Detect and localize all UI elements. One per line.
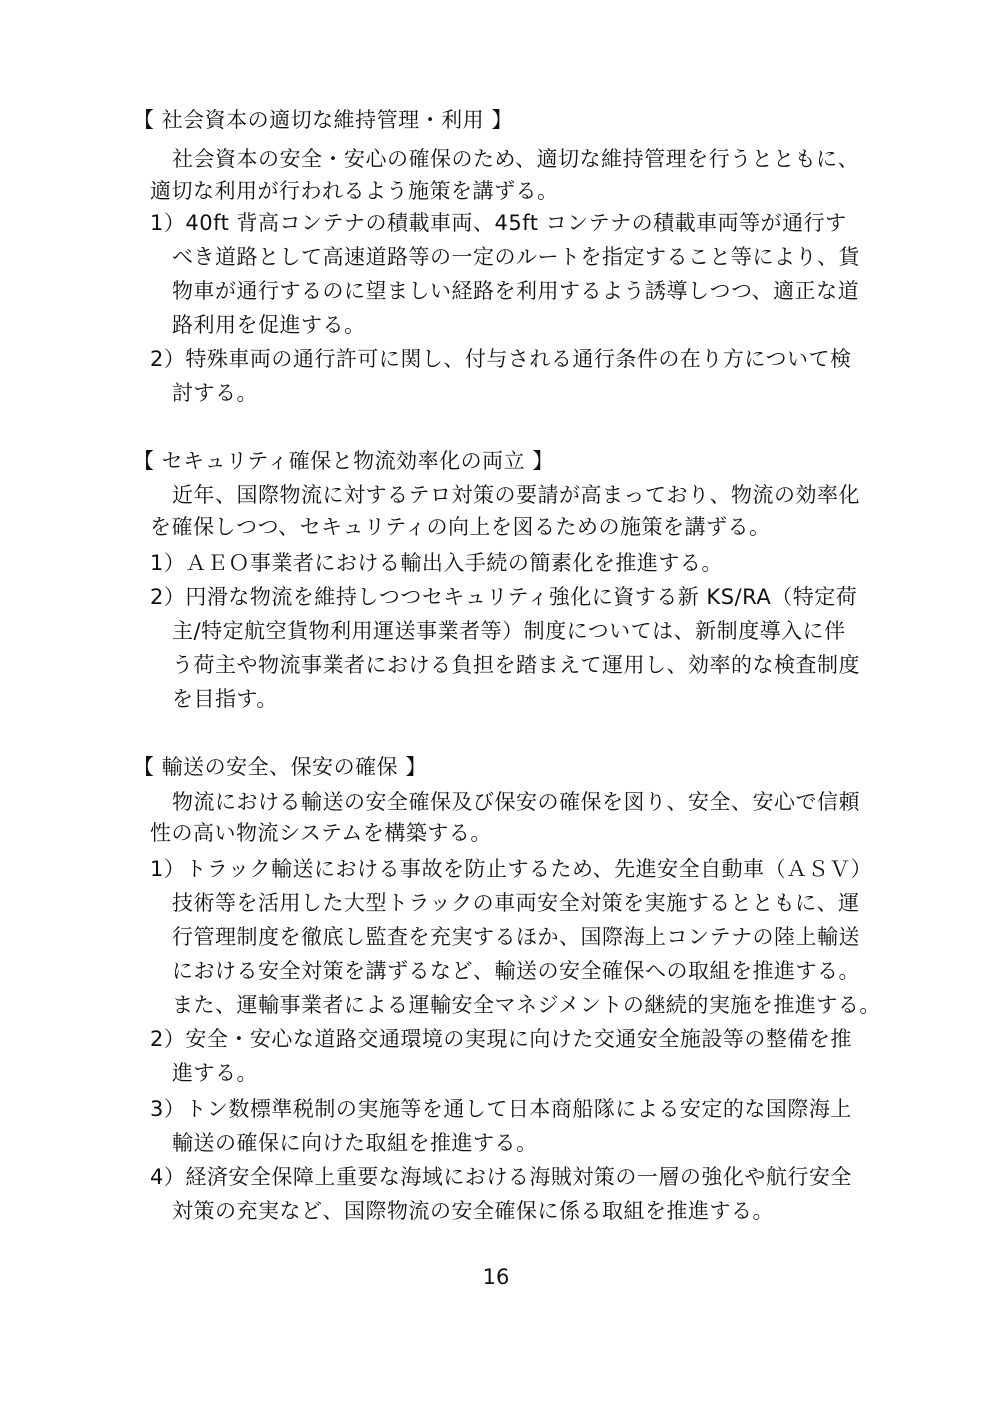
list-item-line: 3）トン数標準税制の実施等を通して日本商船隊による安定的な国際海上 xyxy=(150,1097,852,1121)
section-intro-line: 近年、国際物流に対するテロ対策の要請が高まっており、物流の効率化 xyxy=(172,483,860,507)
section-intro-line: 適切な利用が行われるよう施策を講ずる。 xyxy=(150,179,559,203)
list-item-line: 技術等を活用した大型トラックの車両安全対策を実施するとともに、運 xyxy=(172,891,860,915)
section-intro-line: 物流における輸送の安全確保及び保安の確保を図り、安全、安心で信頼 xyxy=(172,790,860,814)
list-item-line: また、運輸事業者による運輸安全マネジメントの継続的実施を推進する。 xyxy=(172,993,881,1017)
list-item-line: 1）ＡＥＯ事業者における輸出入手続の簡素化を推進する。 xyxy=(150,551,723,575)
list-item-line: 主/特定航空貨物利用運送事業者等）制度については、新制度導入に伴 xyxy=(172,619,846,643)
list-item-line: 輸送の確保に向けた取組を推進する。 xyxy=(172,1131,538,1155)
page-number: 16 xyxy=(482,1265,510,1289)
section-heading: 【 社会資本の適切な維持管理・利用 】 xyxy=(133,108,513,132)
list-item-line: べき道路として高速道路等の一定のルートを指定すること等により、貨 xyxy=(172,245,860,269)
list-item-line: う荷主や物流事業者における負担を踏まえて運用し、効率的な検査制度 xyxy=(172,653,860,677)
section-intro-line: 性の高い物流システムを構築する。 xyxy=(150,821,492,845)
list-item-line: 討する。 xyxy=(172,381,258,405)
list-item-line: 1）トラック輸送における事故を防止するため、先進安全自動車（ＡＳＶ） xyxy=(150,857,873,881)
list-item-line: 路利用を促進する。 xyxy=(172,313,366,337)
list-item-line: 物車が通行するのに望ましい経路を利用するよう誘導しつつ、適正な道 xyxy=(172,279,860,303)
section-heading: 【 輸送の安全、保安の確保 】 xyxy=(133,755,427,779)
list-item-line: を目指す。 xyxy=(172,687,278,711)
list-item-line: 対策の充実など、国際物流の安全確保に係る取組を推進する。 xyxy=(172,1199,774,1223)
list-item-line: 進する。 xyxy=(172,1061,258,1085)
list-item-line: 2）安全・安心な道路交通環境の実現に向けた交通安全施設等の整備を推 xyxy=(150,1027,852,1051)
list-item-line: における安全対策を講ずるなど、輸送の安全確保への取組を推進する。 xyxy=(172,959,860,983)
list-item-line: 4）経済安全保障上重要な海域における海賊対策の一層の強化や航行安全 xyxy=(150,1165,852,1189)
list-item-line: 2）円滑な物流を維持しつつセキュリティ強化に資する新 KS/RA（特定荷 xyxy=(150,585,858,609)
list-item-line: 行管理制度を徹底し監査を充実するほか、国際海上コンテナの陸上輸送 xyxy=(172,925,860,949)
section-heading: 【 セキュリティ確保と物流効率化の両立 】 xyxy=(133,449,554,473)
list-item-line: 1）40ft 背高コンテナの積載車両、45ft コンテナの積載車両等が通行す xyxy=(150,211,847,235)
list-item-line: 2）特殊車両の通行許可に関し、付与される通行条件の在り方について検 xyxy=(150,347,852,371)
section-intro-line: を確保しつつ、セキュリティの向上を図るための施策を講ずる。 xyxy=(150,515,771,539)
section-intro-line: 社会資本の安全・安心の確保のため、適切な維持管理を行うとともに、 xyxy=(172,147,860,171)
